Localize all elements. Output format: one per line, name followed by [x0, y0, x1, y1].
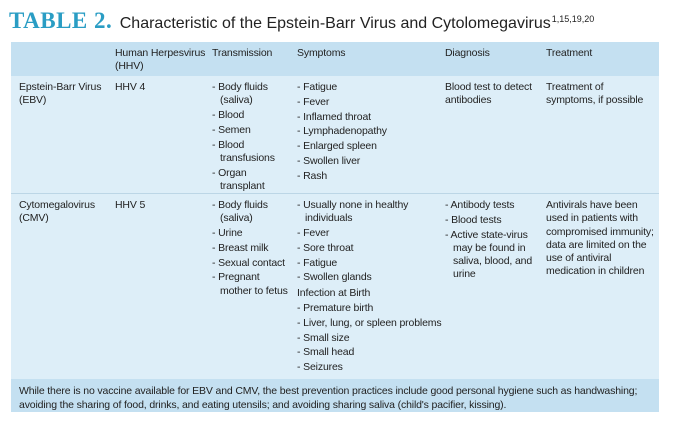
row-divider [11, 193, 659, 194]
diagnosis-cell [445, 199, 545, 283]
virus-name: Cytomegalovirus (CMV) [19, 199, 95, 225]
list-item: - Swollen liver [297, 155, 443, 168]
list-item: - Enlarged spleen [297, 140, 443, 153]
prevention-note: While there is no vaccine available for EBV and CMV, the best prevention practices include good personal hygiene such as handwashing; avoiding the sharing of food, drinks, and eating utensils; and avoiding sharing saliva (child's pacifier, kissing). [19, 385, 638, 411]
header-herpesvirus: Human Herpesvirus (HHV) [115, 47, 206, 73]
symptoms-cell [297, 199, 445, 376]
list-item: - Small size [297, 332, 445, 345]
list-item: - Rash [297, 170, 443, 183]
reference-superscript: 1,15,19,20 [551, 14, 595, 24]
herpesvirus-type: HHV 5 [115, 199, 146, 211]
header-diagnosis: Diagnosis [445, 47, 490, 59]
transmission-cell [212, 81, 292, 195]
list-item: - Fever [297, 96, 443, 109]
list-item: - Blood transfusions [212, 139, 292, 166]
list-item: - Urine [212, 227, 294, 240]
list-item: - Semen [212, 124, 292, 137]
table-number: TABLE 2. [9, 8, 113, 33]
list-item: - Blood [212, 109, 292, 122]
list-item: - Usually none in healthy individuals [297, 199, 445, 226]
list-item: - Liver, lung, or spleen problems [297, 317, 445, 330]
list-item: - Swollen glands [297, 271, 445, 284]
list-item: - Active state-virus may be found in saliva, blood, and urine [445, 229, 545, 282]
herpesvirus-type: HHV 4 [115, 81, 146, 93]
list-item: - Organ transplant [212, 167, 292, 194]
transmission-cell [212, 199, 294, 300]
list-item: - Sore throat [297, 242, 445, 255]
symptoms-cell [297, 81, 443, 185]
list-item: - Body fluids (saliva) [212, 199, 294, 226]
list-item: - Body fluids (saliva) [212, 81, 292, 108]
list-item: - Fatigue [297, 81, 443, 94]
data-table [11, 42, 659, 412]
header-treatment: Treatment [546, 47, 593, 59]
virus-name: Epstein-Barr Virus (EBV) [19, 81, 102, 107]
list-item: - Fatigue [297, 257, 445, 270]
header-transmission: Transmission [212, 47, 273, 59]
list-item: - Sexual contact [212, 257, 294, 270]
list-item: - Seizures [297, 361, 445, 374]
list-item: - Antibody tests [445, 199, 545, 212]
header-symptoms: Symptoms [297, 47, 346, 59]
diagnosis-cell: Blood test to detect antibodies [445, 81, 532, 107]
list-item: - Inflamed throat [297, 111, 443, 124]
treatment-cell: Antivirals have been used in patients with compromised immunity; data are limited on the use of antiviral medication in children [546, 199, 654, 278]
list-item: - Small head [297, 346, 445, 359]
list-item: - Fever [297, 227, 445, 240]
table-caption: Characteristic of the Epstein-Barr Virus and Cytolomegavirus [119, 15, 551, 32]
table-title [9, 8, 674, 40]
list-item: - Blood tests [445, 214, 545, 227]
list-item: - Premature birth [297, 302, 445, 315]
symptoms-subheading: Infection at Birth [297, 286, 371, 299]
list-item: - Lymphadenopathy [297, 125, 443, 138]
list-item: - Pregnant mother to fetus [212, 271, 294, 298]
table-header-row [11, 42, 659, 76]
treatment-cell: Treatment of symptoms, if possible [546, 81, 644, 107]
table-footer [11, 379, 659, 412]
list-item: - Breast milk [212, 242, 294, 255]
